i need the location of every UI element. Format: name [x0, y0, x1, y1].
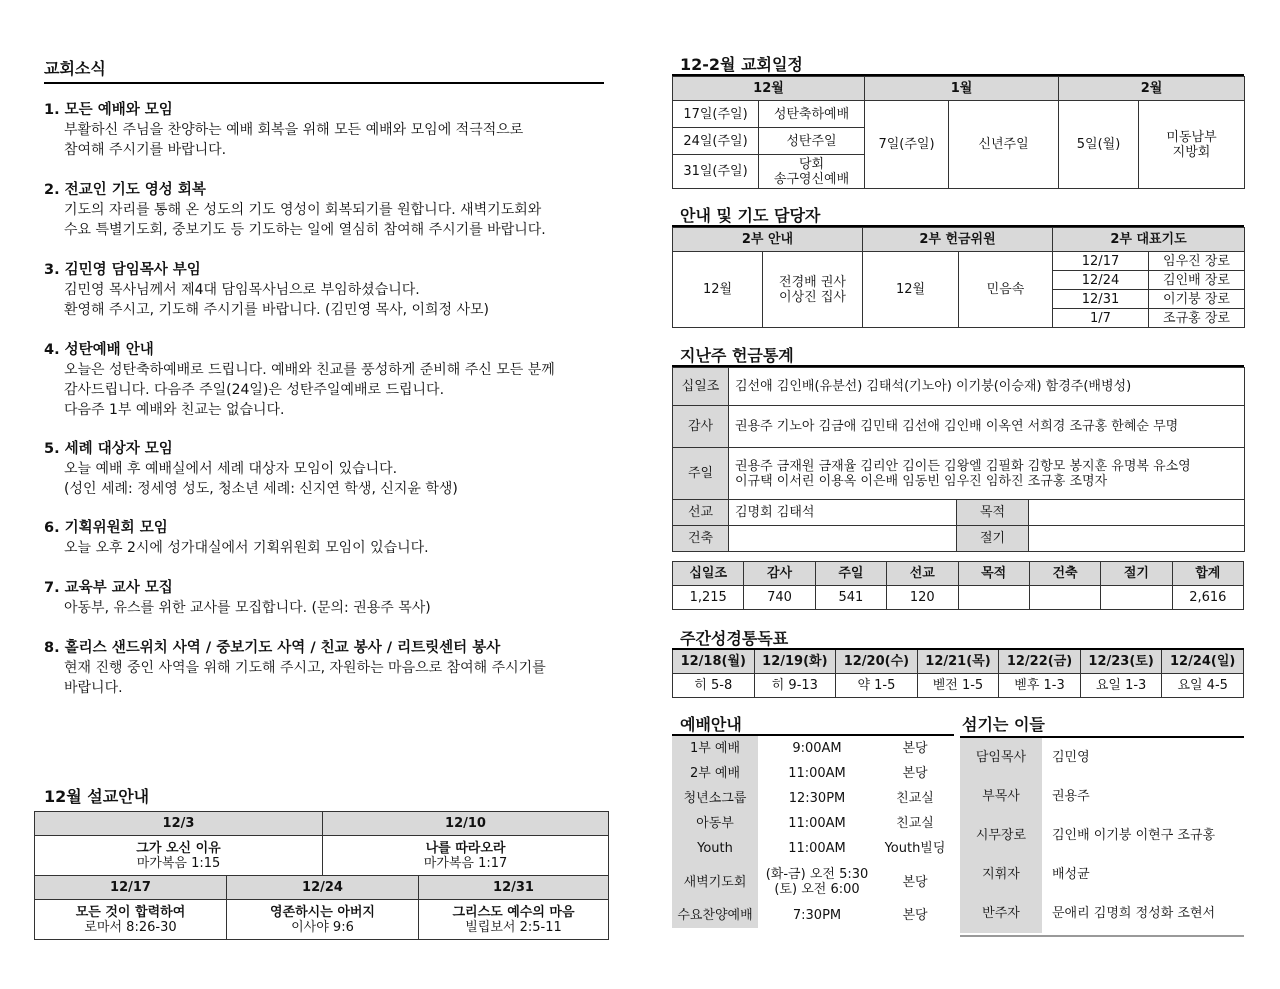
month-header: 1월: [865, 77, 1059, 101]
servant-row: [960, 816, 1244, 855]
news-item-title: 4. 성탄예배 안내: [44, 342, 154, 358]
servant-names: 문애리 김명희 정성화 조현서: [1052, 906, 1216, 921]
sermon-title: 그가 오신 이유: [136, 840, 221, 856]
worship-time: 11:00AM: [788, 841, 846, 856]
offering-donors: 김선애 김인배(유분선) 김태석(기노아) 이기붕(이승재) 함경주(배병성): [729, 368, 1245, 406]
worship-row: [672, 786, 954, 811]
worship-time: 12:30PM: [788, 791, 846, 806]
schedule-date: 24일(주일): [673, 128, 759, 155]
worship-time: 11:00AM: [788, 816, 846, 831]
sermon-verse: 마가복음 1:15: [136, 855, 221, 871]
sermon-title: 영존하시는 아버지: [270, 904, 375, 920]
schedule-date: 17일(주일): [673, 101, 759, 128]
totals-value: [1101, 586, 1172, 610]
news-item: [44, 100, 604, 160]
totals-value: 740: [744, 586, 815, 610]
worship-row: [672, 903, 954, 928]
news-item-body: 오늘 예배 후 예배실에서 세례 대상자 모임이 있습니다. (성인 세례: 정세영 성도, 청소년 세례: 신지연 학생, 신지윤 학생): [64, 461, 458, 497]
servants-title: 섬기는 이들: [962, 715, 1045, 734]
worship-place: Youth빌딩: [884, 841, 946, 856]
worship-time: 9:00AM: [792, 741, 842, 756]
servant-role: 담임목사: [960, 738, 1042, 777]
prayer-name: 김인배 장로: [1149, 271, 1245, 290]
sermon-date: 12/3: [35, 812, 323, 836]
sermon-table: [34, 811, 609, 940]
bible-reading: 요일 1-3: [1080, 673, 1162, 697]
worship-place: 본당: [902, 741, 928, 756]
sermon-verse: 로마서 8:26-30: [84, 919, 177, 935]
totals-value: 1,215: [673, 586, 744, 610]
duty-header: 2부 헌금위원: [863, 228, 1053, 252]
offering-donors: 김명회 김태석: [729, 500, 957, 526]
bible-date: 12/20(수): [836, 649, 918, 673]
offering-donors: 권용주 금재원 금재율 김리안 김이든 김왕엘 김필화 김항모 봉지훈 유명복 유소영 이규택 이서린 이용옥 이은배 임동빈 임우진 임하진 조규홍 조명자: [729, 448, 1245, 500]
news-item-title: 2. 전교인 기도 영성 회복: [44, 182, 206, 198]
sermon-cell: [35, 900, 227, 940]
news-item-body: 현재 진행 중인 사역을 위해 기도해 주시고, 자원하는 마음으로 참여해 주시기를 바랍니다.: [64, 660, 546, 696]
worship-row: [672, 736, 954, 761]
totals-header: 주일: [815, 562, 886, 586]
servant-row: [960, 738, 1244, 777]
worship-name: 2부 예배: [672, 761, 758, 786]
sermon-verse: 빌립보서 2:5-11: [465, 919, 562, 935]
worship-time: 7:30PM: [792, 908, 842, 923]
news-item: [44, 638, 604, 698]
offering-label: 목적: [957, 500, 1029, 526]
news-item-body: 오늘 오후 2시에 성가대실에서 기획위원회 모임이 있습니다.: [64, 540, 429, 556]
totals-header: 십일조: [673, 562, 744, 586]
totals-header: 합계: [1172, 562, 1243, 586]
news-item-title: 5. 세례 대상자 모임: [44, 441, 173, 457]
schedule-table: [672, 76, 1245, 189]
worship-row: [672, 861, 954, 903]
servants-table: [960, 738, 1244, 933]
news-item-body: 기도의 자리를 통해 온 성도의 기도 영성이 회복되기를 원합니다. 새벽기도회와 수요 특별기도회, 중보기도 등 기도하는 일에 열심히 참여해 주시기를 바랍니다.: [64, 202, 546, 238]
month-header: 2월: [1059, 77, 1245, 101]
totals-header: 절기: [1101, 562, 1172, 586]
news-item-title: 7. 교육부 교사 모집: [44, 580, 173, 596]
worship-place: 본당: [902, 766, 928, 781]
sermon-date: 12/24: [227, 876, 419, 900]
bible-date: 12/23(토): [1080, 649, 1162, 673]
sermon-verse: 마가복음 1:17: [423, 855, 508, 871]
news-item: [44, 578, 604, 618]
totals-header: 선교: [887, 562, 958, 586]
bible-reading: 약 1-5: [836, 673, 918, 697]
servants-bottom-rule: [960, 935, 1244, 937]
schedule-event: 당회 송구영신예배: [759, 155, 865, 189]
bible-reading: 히 5-8: [673, 673, 755, 697]
offering-month: 12월: [863, 252, 959, 328]
servant-names: 배성균: [1052, 867, 1090, 882]
worship-row: [672, 761, 954, 786]
bible-reading: 벧후 1-3: [999, 673, 1081, 697]
news-item-body: 오늘은 성탄축하예배로 드립니다. 예배와 친교를 풍성하게 준비해 주신 모든 분께 감사드립니다. 다음주 주일(24일)은 성탄주일예배로 드립니다. 다음주 1부 예배와 친교는 없습니다.: [64, 362, 555, 418]
prayer-date: 12/17: [1053, 252, 1149, 271]
bible-table: [672, 648, 1244, 698]
offering-names-table: [672, 367, 1245, 552]
sermon-verse: 이사야 9:6: [291, 919, 354, 935]
news-item-title: 8. 홀리스 샌드위치 사역 / 중보기도 사역 / 친교 봉사 / 리트릿센터 봉사: [44, 640, 501, 656]
schedule-event: 성탄주일: [759, 128, 865, 155]
totals-header: 건축: [1029, 562, 1100, 586]
prayer-name: 조규홍 장로: [1149, 309, 1245, 328]
guide-month: 12월: [673, 252, 763, 328]
sermons-title: 12월 설교안내: [44, 787, 150, 806]
offering-label: 십일조: [673, 368, 729, 406]
offering-label: 주일: [673, 448, 729, 500]
worship-place: 본당: [902, 874, 928, 890]
news-item-body: 부활하신 주님을 찬양하는 예배 회복을 위해 모든 예배와 모임에 적극적으로 참여해 주시기를 바랍니다.: [64, 122, 524, 158]
servant-row: [960, 855, 1244, 894]
worship-time: (화-금) 오전 5:30 (토) 오전 6:00: [765, 867, 869, 897]
news-item-body: 김민영 목사님께서 제4대 담임목사님으로 부임하셨습니다. 환영해 주시고, 기도해 주시기를 바랍니다. (김민영 목사, 이희정 사모): [64, 282, 490, 318]
totals-value: [958, 586, 1029, 610]
news-item: [44, 340, 604, 420]
worship-place: 친교실: [896, 816, 934, 831]
schedule-event: 미동남부 지방회: [1139, 101, 1245, 189]
offering-donors: [729, 526, 957, 552]
news-title-rule: [44, 82, 604, 84]
news-item: [44, 180, 604, 240]
news-item-body: 아동부, 유스를 위한 교사를 모집합니다. (문의: 권용주 목사): [64, 600, 431, 616]
schedule-event: 성탄축하예배: [759, 101, 865, 128]
bible-reading: 히 9-13: [754, 673, 836, 697]
totals-value: 120: [887, 586, 958, 610]
totals-header: 목적: [958, 562, 1029, 586]
news-title: 교회소식: [44, 59, 106, 78]
sermon-cell: [35, 836, 323, 876]
bible-reading: 벧전 1-5: [917, 673, 999, 697]
offering-donors: [1029, 526, 1245, 552]
worship-table: [672, 736, 954, 928]
offering-label: 감사: [673, 406, 729, 448]
duty-table: [672, 227, 1245, 328]
news-item: [44, 439, 604, 499]
guide-names: 전경배 권사 이상진 집사: [763, 252, 863, 328]
servant-names: 권용주: [1052, 789, 1090, 804]
bible-date: 12/24(일): [1162, 649, 1244, 673]
bible-date: 12/21(목): [917, 649, 999, 673]
worship-name: 수요찬양예배: [672, 903, 758, 928]
offering-label: 절기: [957, 526, 1029, 552]
worship-row: [672, 811, 954, 836]
servant-role: 반주자: [960, 894, 1042, 933]
servant-role: 지휘자: [960, 855, 1042, 894]
worship-title: 예배안내: [680, 715, 742, 734]
servant-row: [960, 777, 1244, 816]
offering-label: 선교: [673, 500, 729, 526]
duty-header: 2부 대표기도: [1053, 228, 1245, 252]
bible-title: 주간성경통독표: [680, 629, 789, 648]
prayer-name: 이기붕 장로: [1149, 290, 1245, 309]
sermon-date: 12/31: [419, 876, 609, 900]
worship-name: Youth: [672, 836, 758, 861]
offering-label: 건축: [673, 526, 729, 552]
worship-name: 아동부: [672, 811, 758, 836]
duty-header: 2부 안내: [673, 228, 863, 252]
servant-role: 부목사: [960, 777, 1042, 816]
servant-names: 김인배 이기붕 이현구 조규홍: [1052, 828, 1216, 843]
sermon-cell: [323, 836, 609, 876]
sermon-date: 12/10: [323, 812, 609, 836]
sermon-date: 12/17: [35, 876, 227, 900]
offering-totals-table: [672, 561, 1244, 610]
offering-stats-title: 지난주 헌금통계: [680, 346, 794, 365]
schedule-date: 31일(주일): [673, 155, 759, 189]
bible-date: 12/22(금): [999, 649, 1081, 673]
sermon-title: 나를 따라오라: [425, 840, 506, 856]
sermon-cell: [419, 900, 609, 940]
worship-name: 청년소그룹: [672, 786, 758, 811]
servant-names: 김민영: [1052, 750, 1090, 765]
offering-names: 민음속: [959, 252, 1053, 328]
duty-title: 안내 및 기도 담당자: [680, 206, 821, 225]
worship-time: 11:00AM: [788, 766, 846, 781]
prayer-name: 임우진 장로: [1149, 252, 1245, 271]
schedule-date: 7일(주일): [865, 101, 949, 189]
month-header: 12월: [673, 77, 865, 101]
schedule-event: 신년주일: [949, 101, 1059, 189]
totals-value: [1029, 586, 1100, 610]
worship-place: 본당: [902, 908, 928, 923]
totals-value: 2,616: [1172, 586, 1243, 610]
news-item: [44, 518, 604, 558]
news-item: [44, 260, 604, 320]
servant-row: [960, 894, 1244, 933]
schedule-date: 5일(월): [1059, 101, 1139, 189]
bible-date: 12/18(월): [673, 649, 755, 673]
bible-date: 12/19(화): [754, 649, 836, 673]
prayer-date: 12/24: [1053, 271, 1149, 290]
worship-name: 1부 예배: [672, 736, 758, 761]
sermon-title: 그리스도 예수의 마음: [452, 904, 575, 920]
servant-role: 시무장로: [960, 816, 1042, 855]
worship-row: [672, 836, 954, 861]
bible-reading: 요일 4-5: [1162, 673, 1244, 697]
schedule-title: 12-2월 교회일정: [680, 55, 803, 74]
news-item-title: 6. 기획위원회 모임: [44, 520, 168, 536]
news-item-title: 1. 모든 예배와 모임: [44, 102, 173, 118]
news-item-title: 3. 김민영 담임목사 부임: [44, 262, 201, 278]
worship-name: 새벽기도회: [672, 861, 758, 903]
prayer-date: 12/31: [1053, 290, 1149, 309]
totals-header: 감사: [744, 562, 815, 586]
offering-donors: 권용주 기노아 김금애 김민태 김선애 김인배 이옥연 서희경 조규홍 한혜순 무명: [729, 406, 1245, 448]
sermon-cell: [227, 900, 419, 940]
prayer-date: 1/7: [1053, 309, 1149, 328]
worship-place: 친교실: [896, 791, 934, 806]
sermon-title: 모든 것이 합력하여: [75, 904, 186, 920]
totals-value: 541: [815, 586, 886, 610]
offering-donors: [1029, 500, 1245, 526]
